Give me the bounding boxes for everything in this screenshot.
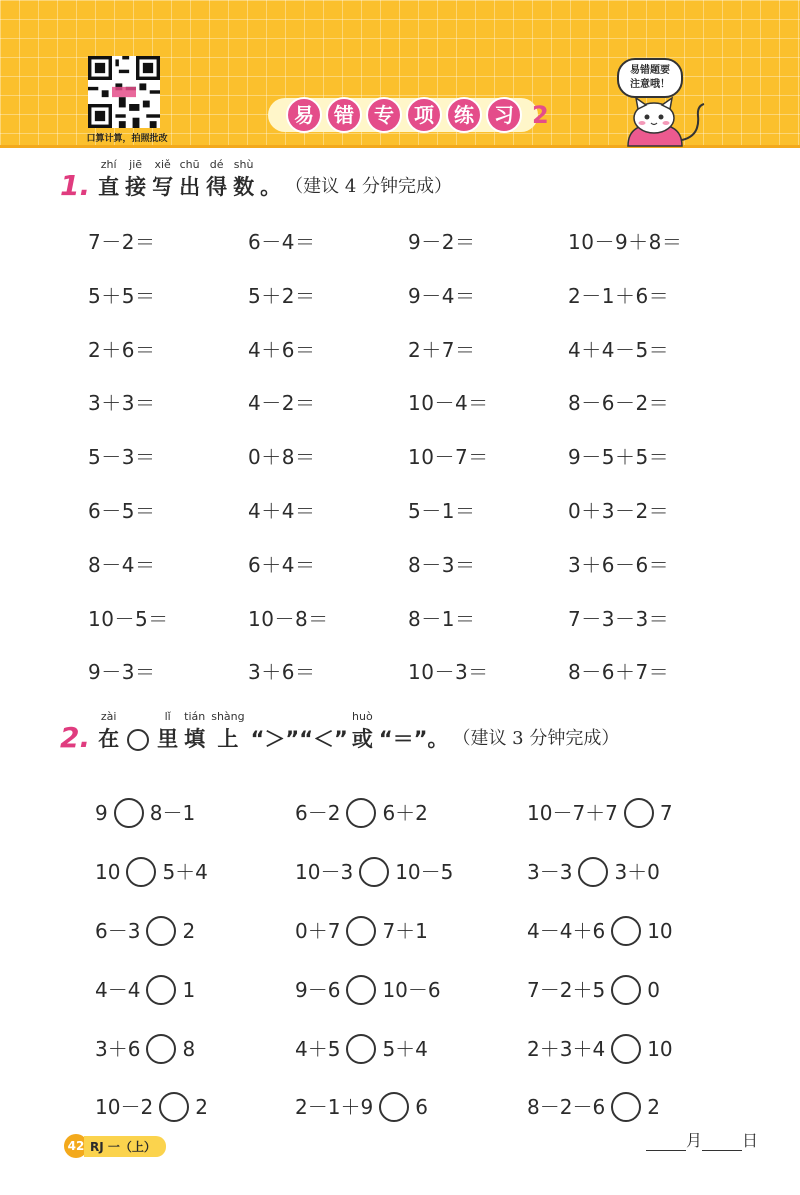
section-1-heading (60, 158, 452, 202)
comparison-item (527, 902, 735, 961)
pinyin-char: chū 出 (179, 158, 201, 199)
problem[interactable]: 4＋6＝ (248, 337, 316, 362)
edition-label: RJ 一（上） (84, 1136, 166, 1157)
period: 。 (427, 727, 449, 751)
comparison-item (95, 1078, 295, 1137)
answer-circle[interactable] (146, 916, 176, 946)
problem[interactable]: 0＋8＝ (248, 445, 316, 470)
circle-icon (127, 729, 149, 751)
time-hint: （建议 4 分钟完成） (285, 176, 453, 197)
problem[interactable]: 8－6＋7＝ (568, 660, 670, 685)
problem[interactable]: 5－3＝ (88, 445, 156, 470)
comparison-item (295, 1019, 527, 1078)
pinyin-char: zhí 直 (98, 158, 120, 199)
bubble-line: 注意哦！ (630, 79, 670, 90)
bubble-line: 易错题要 (630, 65, 670, 76)
problem[interactable]: 4－2＝ (248, 391, 316, 416)
problem[interactable]: 10－9＋8＝ (568, 230, 683, 254)
problem[interactable]: 5＋2＝ (248, 283, 316, 308)
problem[interactable]: 8－1＝ (408, 606, 476, 631)
equal-symbol: “＝” (378, 727, 428, 751)
answer-circle[interactable] (624, 798, 654, 828)
arithmetic-grid (88, 228, 728, 712)
header-banner (0, 0, 800, 148)
comparison-item (295, 960, 527, 1019)
title-char: 项 (406, 97, 442, 133)
pinyin-char: shàng 上 (211, 710, 245, 751)
answer-circle[interactable] (611, 916, 641, 946)
right-expr: 1 (182, 977, 196, 1002)
comparison-item (527, 784, 735, 843)
problem[interactable]: 9－3＝ (88, 660, 156, 685)
symbols: “＞”“＜” (250, 727, 348, 751)
comparison-item (295, 784, 527, 843)
section-2-heading (60, 710, 619, 754)
comparison-item (527, 1019, 735, 1078)
title-char: 练 (446, 97, 482, 133)
inline-circle (125, 710, 151, 754)
left-expr: 3＋6 (95, 1036, 141, 1061)
left-expr: 3－3 (527, 860, 573, 885)
day-blank[interactable] (702, 1132, 742, 1151)
answer-circle[interactable] (126, 857, 156, 887)
speech-bubble (617, 58, 683, 98)
left-expr: 9－6 (295, 977, 341, 1002)
title-char: 易 (286, 97, 322, 133)
answer-circle[interactable] (611, 1034, 641, 1064)
page-badge (64, 1134, 166, 1158)
comparison-item (295, 1078, 527, 1137)
answer-circle[interactable] (114, 798, 144, 828)
problem[interactable]: 2＋7＝ (408, 337, 476, 362)
comparison-item (95, 902, 295, 961)
problem[interactable]: 8－3＝ (408, 552, 476, 577)
title-char: 错 (326, 97, 362, 133)
comparison-item (95, 843, 295, 902)
month-label: 月 (686, 1131, 703, 1150)
pinyin-char: huò 或 (351, 710, 373, 751)
right-expr: 2 (195, 1095, 208, 1120)
answer-circle[interactable] (611, 975, 641, 1005)
comparison-item (95, 784, 295, 843)
problem[interactable]: 2－1＋6＝ (568, 283, 670, 308)
section-number: 2. (60, 721, 91, 754)
problem[interactable]: 2＋6＝ (88, 337, 156, 362)
comparison-item (527, 960, 735, 1019)
right-expr: 8 (182, 1036, 196, 1061)
qr-caption: 口算计算，拍照批改 (86, 134, 168, 144)
answer-circle[interactable] (159, 1092, 189, 1122)
right-expr: 5＋4 (382, 1036, 428, 1061)
problem[interactable]: 5＋5＝ (88, 283, 156, 308)
answer-circle[interactable] (379, 1092, 409, 1122)
left-expr: 7－2＋5 (527, 977, 606, 1002)
right-expr: 2 (182, 918, 196, 943)
page-title (286, 97, 549, 133)
pinyin-char: shù 数 (233, 158, 255, 199)
right-expr: 3＋0 (614, 860, 660, 885)
problem[interactable]: 10－4＝ (408, 391, 489, 416)
left-expr: 6－3 (95, 918, 141, 943)
left-expr: 0＋7 (295, 918, 341, 943)
answer-circle[interactable] (146, 975, 176, 1005)
problem[interactable]: 10－3＝ (408, 660, 489, 685)
problem[interactable]: 4＋4＝ (248, 498, 316, 523)
problem[interactable]: 7－3－3＝ (568, 606, 670, 631)
right-expr: 10－5 (395, 860, 454, 885)
right-expr: 10－6 (382, 977, 441, 1002)
right-expr: 6 (415, 1095, 428, 1120)
right-expr: 2 (647, 1095, 660, 1120)
right-expr: 8－1 (149, 801, 196, 826)
pinyin-char: xiě 写 (152, 158, 174, 199)
answer-circle[interactable] (346, 798, 376, 828)
problem[interactable]: 10－8＝ (248, 606, 329, 631)
problem[interactable]: 8－4＝ (88, 552, 156, 577)
right-expr: 5＋4 (162, 860, 208, 885)
comparison-item (95, 960, 295, 1019)
answer-circle[interactable] (359, 857, 389, 887)
comparison-item (295, 843, 527, 902)
title-char: 习 (486, 97, 522, 133)
title-number: 2 (532, 101, 549, 129)
problem[interactable]: 6－4＝ (248, 230, 316, 254)
answer-circle[interactable] (346, 975, 376, 1005)
date-field (646, 1128, 758, 1151)
left-expr: 10－7＋7 (527, 801, 618, 826)
left-expr: 2－1＋9 (295, 1095, 374, 1120)
problem[interactable]: 4＋4－5＝ (568, 337, 670, 362)
title-char: 专 (366, 97, 402, 133)
comparison-item (527, 843, 735, 902)
left-expr: 4＋5 (295, 1036, 341, 1061)
month-blank[interactable] (646, 1132, 686, 1151)
answer-circle[interactable] (346, 1034, 376, 1064)
problem[interactable]: 0＋3－2＝ (568, 498, 670, 523)
day-label: 日 (742, 1131, 759, 1150)
pinyin-char: dé 得 (206, 158, 228, 199)
answer-circle[interactable] (346, 916, 376, 946)
qr-code-icon (88, 56, 160, 128)
left-expr: 2＋3＋4 (527, 1036, 606, 1061)
problem[interactable]: 6＋4＝ (248, 552, 316, 577)
comparison-item (295, 902, 527, 961)
left-expr: 8－2－6 (527, 1095, 606, 1120)
left-expr: 6－2 (295, 801, 341, 826)
problem[interactable]: 10－5＝ (88, 606, 169, 631)
left-expr: 10－3 (295, 860, 354, 885)
answer-circle[interactable] (146, 1034, 176, 1064)
problem[interactable]: 9－5＋5＝ (568, 445, 670, 470)
comparison-grid (95, 784, 735, 1137)
left-expr: 4－4 (95, 977, 141, 1002)
pinyin-char: tián 填 (184, 710, 206, 751)
problem[interactable]: 3＋6＝ (248, 660, 316, 685)
right-expr: 0 (647, 977, 660, 1002)
problem[interactable]: 6－5＝ (88, 498, 156, 523)
right-expr: 7 (659, 801, 673, 826)
pinyin-char: zài 在 (98, 710, 120, 751)
left-expr: 9 (95, 801, 108, 826)
comparison-item (95, 1019, 295, 1078)
problem[interactable]: 5－1＝ (408, 498, 476, 523)
right-expr: 7＋1 (382, 918, 428, 943)
answer-circle[interactable] (611, 1092, 641, 1122)
period: 。 (260, 175, 282, 199)
page-number: 42 (64, 1134, 88, 1158)
pinyin-char: jiē 接 (125, 158, 147, 199)
pinyin-char: lǐ 里 (157, 710, 179, 751)
answer-circle[interactable] (578, 857, 608, 887)
problem[interactable]: 3＋6－6＝ (568, 552, 670, 577)
problem[interactable]: 9－4＝ (408, 283, 476, 308)
problem[interactable]: 7－2＝ (88, 230, 156, 254)
left-expr: 10－2 (95, 1095, 154, 1120)
problem[interactable]: 3＋3＝ (88, 391, 156, 416)
problem[interactable]: 10－7＝ (408, 445, 489, 470)
right-expr: 10 (647, 1036, 673, 1061)
left-expr: 4－4＋6 (527, 918, 606, 943)
section-number: 1. (60, 169, 91, 202)
cat-mascot-icon (618, 96, 710, 148)
left-expr: 10 (95, 860, 121, 885)
problem[interactable]: 8－6－2＝ (568, 391, 670, 416)
problem[interactable]: 9－2＝ (408, 230, 476, 254)
right-expr: 10 (647, 918, 673, 943)
right-expr: 6＋2 (382, 801, 428, 826)
time-hint: （建议 3 分钟完成） (452, 728, 620, 749)
